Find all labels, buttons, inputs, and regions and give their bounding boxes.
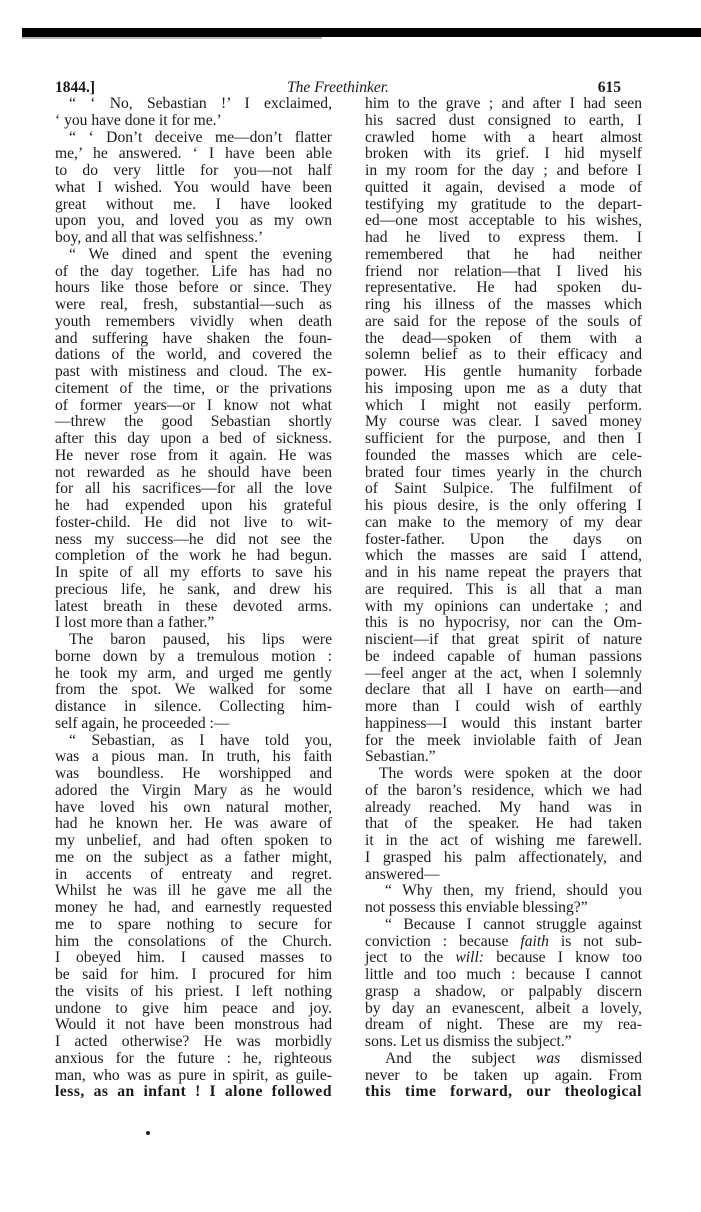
- text-line: testifying my gratitude to the depart-: [365, 195, 642, 213]
- text-line: Sebastian.”: [365, 748, 436, 766]
- text-line: He never rose from it again. He was: [55, 446, 332, 464]
- ink-speck: [146, 1131, 150, 1135]
- text-line: quitted it again, devised a mode of: [365, 178, 642, 196]
- text-line: grasp a shadow, or palpably discern: [365, 982, 642, 1000]
- text-line: hours like those before or since. They: [55, 279, 332, 297]
- text-line: completion of the work he had begun.: [55, 547, 332, 565]
- text-line: not rewarded as he should have been: [55, 463, 332, 481]
- text-line: by day an evanescent, albeit a lovely,: [365, 999, 642, 1017]
- text-line: him the consolations of the Church.: [55, 932, 332, 950]
- text-line: remembered that he had neither: [365, 245, 642, 263]
- text-line: “ Because I cannot struggle against: [385, 915, 642, 933]
- text-line: the visits of his priest. I left nothing: [55, 982, 332, 1000]
- text-line: brated four times yearly in the church: [365, 463, 642, 481]
- text-line: sufficient for the purpose, and then I: [365, 430, 642, 447]
- text-line: the dead—spoken of them with a: [365, 329, 642, 347]
- text-line: happiness—I would this instant barter: [365, 714, 642, 732]
- text-line: youth remembers vividly when death: [55, 312, 332, 330]
- text-line: foster-child. He did not live to wit-: [55, 513, 332, 531]
- top-border-rule-shadow: [22, 37, 322, 39]
- text-line: “ ‘ Don’t deceive me—don’t flatter: [69, 128, 332, 146]
- text-line: have loved his own natural mother,: [55, 798, 332, 816]
- text-line: in my room for the day ; and before I: [365, 162, 642, 179]
- text-line: me on the subject as a father might,: [55, 848, 332, 866]
- text-line: citement of the time, or the privations: [55, 379, 332, 397]
- text-line: The words were spoken at the door: [379, 765, 642, 782]
- italic-will: will:: [455, 949, 484, 967]
- text-line: and in his name repeat the prayers that: [365, 564, 642, 581]
- right-column: [365, 96, 642, 1101]
- text-line: his pious desire, is the only offering I: [365, 497, 642, 514]
- text-line: of former years—or I know not what: [55, 396, 332, 414]
- text-line: I lost more than a father.”: [55, 614, 215, 632]
- text-line: me to spare nothing to secure for: [55, 915, 332, 933]
- text-line: solemn belief as to their efficacy and: [365, 346, 642, 364]
- text-line: “ Why then, my friend, should you: [385, 882, 642, 900]
- text-line: answered—: [365, 865, 440, 883]
- text-line: that of the speaker. He had taken: [365, 815, 642, 833]
- text-line: me,’ he answered. ‘ I have been able: [55, 145, 332, 163]
- text-line: power. His gentle humanity forbade: [365, 363, 642, 380]
- text-line: dream of night. These are my rea-: [365, 1016, 642, 1034]
- text-line: representative. He had spoken du-: [365, 279, 642, 297]
- text-line: had he lived to express them. I: [365, 229, 642, 246]
- text-line: with my opinions can undertake ; and: [365, 597, 642, 615]
- text-line: precious life, he sank, and drew his: [55, 580, 332, 598]
- text-line: be said for him. I procured for him: [55, 966, 332, 983]
- text-line: from the spot. We walked for some: [55, 681, 332, 699]
- text-line: ject to the will: because I know too: [365, 949, 642, 967]
- text-line: be indeed capable of human passions: [365, 647, 642, 665]
- text-line: I grasped his palm affectionately, and: [365, 848, 642, 866]
- text-line: of the day together. Life has had no: [55, 262, 332, 280]
- text-line: past with mistiness and cloud. The ex-: [55, 363, 332, 380]
- left-column: [55, 96, 332, 1101]
- top-border-rule: [22, 28, 701, 37]
- text-line: already reached. My hand was in: [365, 798, 642, 816]
- text-line: broken with its grief. I hid myself: [365, 145, 642, 163]
- text-line: And the subject was dismissed: [385, 1049, 642, 1067]
- text-line: his imposing upon me as a duty that: [365, 379, 642, 397]
- text-line: little and too much : because I cannot: [365, 966, 642, 983]
- text-line: which I might not easily perform.: [365, 396, 642, 414]
- text-line: latest breath in these devoted arms.: [55, 597, 332, 615]
- text-line: dations of the world, and covered the: [55, 346, 332, 364]
- text-line: are required. This is all that a man: [365, 580, 642, 598]
- text-line: which the masses are said I attend,: [365, 547, 642, 565]
- text-line: boy, and all that was selfishness.’: [55, 229, 264, 246]
- text-line: what I wished. You would have been: [55, 178, 332, 196]
- text-line: founded the masses which are cele-: [365, 446, 642, 464]
- text-line: conviction : because faith is not sub-: [365, 932, 642, 950]
- text-line: In spite of all my efforts to save his: [55, 564, 332, 581]
- text-line: sons. Let us dismiss the subject.”: [365, 1033, 572, 1050]
- text-line: more than I could wish of earthly: [365, 698, 642, 715]
- text-line: were real, fresh, substantial—such as: [55, 296, 332, 313]
- text-line: “ ‘ No, Sebastian !’ I exclaimed,: [69, 95, 332, 112]
- text-line: ‘ you have done it for me.’: [55, 111, 222, 129]
- text-line: this is no hypocrisy, nor can the Om-: [365, 614, 642, 632]
- text-line: self again, he proceeded :—: [55, 714, 230, 732]
- text-line: in accents of entreaty and regret.: [55, 865, 332, 883]
- text-line: I obeyed him. I caused masses to: [55, 949, 332, 967]
- text-line: “ Sebastian, as I have told you,: [69, 731, 332, 749]
- text-line: him to the grave ; and after I had seen: [365, 95, 642, 112]
- text-line: was boundless. He worshipped and: [55, 765, 332, 782]
- text-line: for all his sacrifices—for all the love: [55, 480, 332, 498]
- text-line: this time forward, our theological: [365, 1083, 642, 1101]
- text-line: —feel anger at the act, when I solemnly: [365, 664, 642, 682]
- text-line: —threw the good Sebastian shortly: [55, 413, 332, 431]
- text-line: niscient—if that great spirit of nature: [365, 631, 642, 648]
- text-line: “ We dined and spent the evening: [69, 245, 332, 263]
- text-line: My course was clear. I saved money: [365, 413, 642, 431]
- text-line: friend nor relation—that I lived his: [365, 262, 642, 280]
- text-line: The baron paused, his lips were: [69, 631, 332, 648]
- italic-faith: faith: [520, 932, 549, 950]
- text-line: can make to the memory of my dear: [365, 513, 642, 531]
- text-line: crawled home with a heart almost: [365, 128, 642, 146]
- text-line: he had expended upon his grateful: [55, 497, 332, 514]
- running-head-title: The Freethinker.: [287, 79, 389, 96]
- text-line: of the baron’s residence, which we had: [365, 781, 642, 799]
- running-head-year: 1844.]: [55, 79, 96, 96]
- text-line: after this day upon a bed of sickness.: [55, 430, 332, 447]
- text-line: ness my success—he did not see the: [55, 530, 332, 548]
- text-line: I acted otherwise? He was morbidly: [55, 1033, 332, 1050]
- text-line: ring his illness of the masses which: [365, 296, 642, 313]
- text-line: borne down by a tremulous motion :: [55, 647, 332, 665]
- text-line: less, as an infant ! I alone followed: [55, 1083, 332, 1101]
- text-line: had he known her. He was aware of: [55, 815, 332, 833]
- text-line: never to be taken up again. From: [365, 1066, 642, 1084]
- text-line: my unbelief, and had often spoken to: [55, 832, 332, 849]
- text-line: to do very little for you—not half: [55, 162, 332, 179]
- text-line: ed—one most acceptable to his wishes,: [365, 212, 642, 230]
- page-number: 615: [597, 79, 621, 96]
- text-line: it in the act of wishing me farewell.: [365, 832, 642, 849]
- text-line: upon you, and loved you as my own: [55, 212, 332, 230]
- text-line: undone to give him peace and joy.: [55, 999, 332, 1017]
- text-line: are said for the repose of the souls of: [365, 312, 642, 330]
- italic-was: was: [535, 1049, 561, 1067]
- text-line: of Saint Sulpice. The fulfilment of: [365, 480, 642, 498]
- text-line: man, who was as pure in spirit, as guile-: [55, 1066, 332, 1084]
- text-line: and suffering have shaken the foun-: [55, 329, 332, 347]
- text-line: was a pious man. In truth, his faith: [55, 748, 332, 766]
- text-line: declare that all I have on earth—and: [365, 681, 642, 699]
- text-line: he took my arm, and urged me gently: [55, 664, 332, 682]
- text-line: adored the Virgin Mary as he would: [55, 781, 332, 799]
- text-line: his sacred dust consigned to earth, I: [365, 111, 642, 129]
- text-line: great without me. I have looked: [55, 195, 332, 213]
- text-line: money he had, and earnestly requested: [55, 899, 332, 916]
- text-line: not possess this enviable blessing?”: [365, 899, 588, 916]
- text-line: for the meek inviolable faith of Jean: [365, 731, 642, 749]
- text-line: Whilst he was ill he gave me all the: [55, 882, 332, 900]
- text-line: Would it not have been monstrous had: [55, 1016, 332, 1034]
- text-line: anxious for the future : he, righteous: [55, 1049, 332, 1067]
- text-line: foster-father. Upon the days on: [365, 530, 642, 548]
- text-line: distance in silence. Collecting him-: [55, 698, 332, 715]
